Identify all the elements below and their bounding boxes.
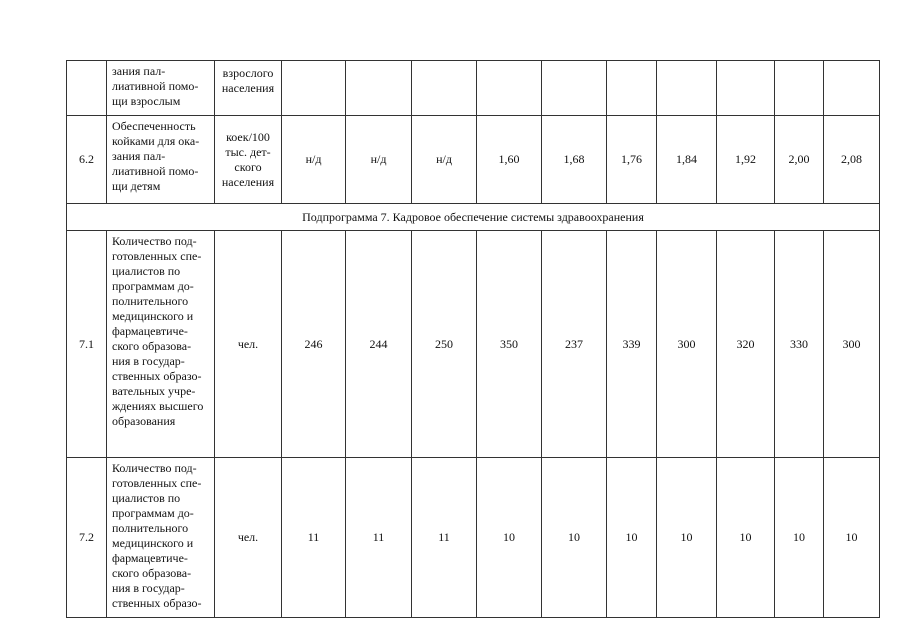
cell-text-line: чел.	[237, 336, 259, 351]
cell-text-line: программам до-	[112, 506, 194, 520]
value-cell: 1,76	[607, 116, 657, 204]
value-cell	[282, 61, 346, 116]
cell-text-line: щи детям	[112, 179, 161, 193]
value-cell: 11	[282, 458, 346, 618]
value-cell: 10	[477, 458, 542, 618]
cell-text-line: коек/100	[226, 129, 270, 144]
value-cell: 10	[657, 458, 717, 618]
value-cell: 350	[477, 231, 542, 458]
value-cell	[412, 61, 477, 116]
table-row	[67, 61, 880, 116]
value-cell: 339	[607, 231, 657, 458]
cell-text-line: ния в государ-	[112, 354, 185, 368]
value-cell: 10	[824, 458, 880, 618]
cell-text-line: койками для ока-	[112, 134, 200, 148]
indicator-name	[107, 231, 215, 458]
value-cell: н/д	[282, 116, 346, 204]
cell-text-line: фармацевтиче-	[112, 324, 188, 338]
cell-text-line: чел.	[237, 530, 259, 544]
table-row	[67, 116, 880, 204]
cell-text-line: ского образова-	[112, 566, 192, 580]
cell-text-line: программам до-	[112, 279, 194, 293]
cell-text-line: циалистов по	[112, 491, 181, 505]
value-cell: 10	[717, 458, 775, 618]
cell-text-line: ского образова-	[112, 339, 192, 353]
value-cell	[477, 61, 542, 116]
value-cell: 10	[542, 458, 607, 618]
cell-text-line: медицинского и	[112, 309, 194, 323]
unit-of-measure	[215, 116, 282, 204]
cell-text-line: ждениях высшего	[112, 399, 204, 413]
value-cell: 237	[542, 231, 607, 458]
cell-text-line: ственных образо-	[112, 369, 202, 383]
value-cell: 246	[282, 231, 346, 458]
cell-text-line: тыс. дет-	[225, 144, 271, 159]
unit-of-measure	[215, 61, 282, 116]
value-cell: 1,68	[542, 116, 607, 204]
cell-text-line: образования	[112, 414, 176, 428]
value-cell: 1,92	[717, 116, 775, 204]
table-row	[67, 458, 880, 618]
cell-text-line: медицинского и	[112, 536, 194, 550]
cell-text-line: полнительного	[112, 294, 189, 308]
cell-text-line: населения	[221, 81, 275, 95]
cell-text-line: населения	[221, 174, 275, 189]
cell-text-line: Обеспеченность	[112, 119, 196, 133]
row-number: 7.2	[67, 458, 107, 618]
unit-of-measure	[215, 458, 282, 618]
row-number	[67, 61, 107, 116]
value-cell: 11	[346, 458, 412, 618]
value-cell: 2,08	[824, 116, 880, 204]
cell-text-line: взрослого	[222, 66, 274, 80]
cell-text-line: Количество под-	[112, 234, 197, 248]
value-cell: 1,84	[657, 116, 717, 204]
value-cell: 10	[607, 458, 657, 618]
cell-text-line: фармацевтиче-	[112, 551, 188, 565]
cell-text-line: готовленных спе-	[112, 249, 202, 263]
indicator-name	[107, 116, 215, 204]
indicators-table	[66, 60, 880, 618]
value-cell: 320	[717, 231, 775, 458]
cell-text-line: зания пал-	[112, 64, 166, 78]
value-cell: 1,60	[477, 116, 542, 204]
value-cell	[607, 61, 657, 116]
row-number: 7.1	[67, 231, 107, 458]
unit-of-measure	[215, 231, 282, 458]
row-number: 6.2	[67, 116, 107, 204]
value-cell	[657, 61, 717, 116]
value-cell: 10	[775, 458, 824, 618]
value-cell: 11	[412, 458, 477, 618]
value-cell	[542, 61, 607, 116]
cell-text-line: вательных учре-	[112, 384, 196, 398]
value-cell: 244	[346, 231, 412, 458]
value-cell: н/д	[412, 116, 477, 204]
value-cell: 300	[657, 231, 717, 458]
value-cell	[717, 61, 775, 116]
cell-text-line: лиативной помо-	[112, 164, 199, 178]
value-cell	[824, 61, 880, 116]
cell-text-line: ственных образо-	[112, 596, 202, 610]
value-cell: 250	[412, 231, 477, 458]
value-cell	[775, 61, 824, 116]
cell-text-line: ния в государ-	[112, 581, 185, 595]
value-cell: 330	[775, 231, 824, 458]
indicator-name	[107, 61, 215, 116]
cell-text-line: ского	[234, 159, 262, 174]
value-cell: н/д	[346, 116, 412, 204]
cell-text-line: циалистов по	[112, 264, 181, 278]
value-cell: 300	[824, 231, 880, 458]
table-row	[67, 231, 880, 458]
cell-text-line: готовленных спе-	[112, 476, 202, 490]
indicator-name	[107, 458, 215, 618]
cell-text-line: Количество под-	[112, 461, 197, 475]
section-title: Подпрограмма 7. Кадровое обеспечение системы здравоохранения	[67, 204, 880, 231]
value-cell: 2,00	[775, 116, 824, 204]
cell-text-line: полнительного	[112, 521, 189, 535]
cell-text-line: лиативной помо-	[112, 79, 199, 93]
value-cell	[346, 61, 412, 116]
cell-text-line: зания пал-	[112, 149, 166, 163]
cell-text-line: щи взрослым	[112, 94, 181, 108]
section-row	[67, 204, 880, 231]
